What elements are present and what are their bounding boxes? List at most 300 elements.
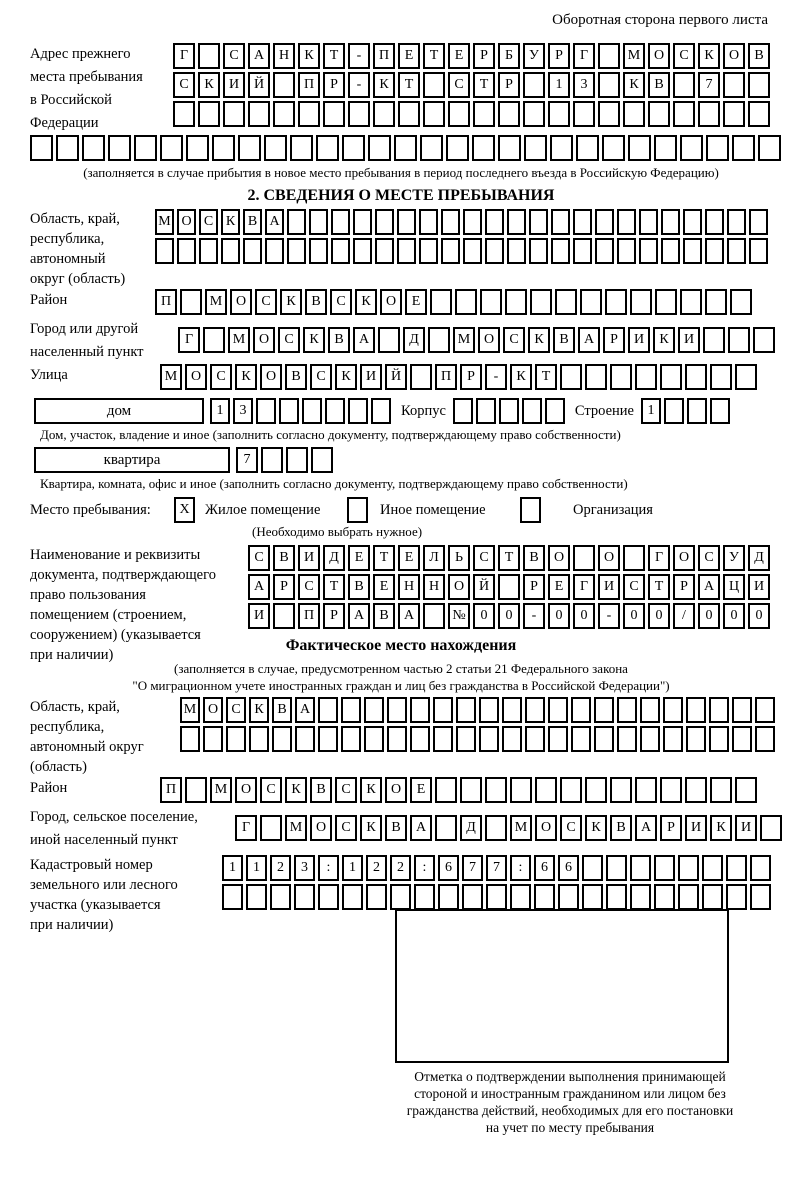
char-box: [410, 364, 432, 390]
kadastr-label-line: Кадастровый номер: [30, 857, 153, 873]
char-box: Р: [323, 603, 345, 629]
char-box: Г: [573, 574, 595, 600]
char-box: [311, 447, 333, 473]
char-box: [617, 726, 637, 752]
gorod-2-row: [178, 327, 778, 353]
char-box: С: [310, 364, 332, 390]
char-box: [522, 398, 542, 424]
char-box: [309, 209, 328, 235]
char-box: Й: [248, 72, 270, 98]
char-box: [730, 289, 752, 315]
char-box: [726, 855, 747, 881]
char-box: Л: [423, 545, 445, 571]
char-box: [155, 238, 174, 264]
char-box: :: [414, 855, 435, 881]
char-box: [246, 884, 267, 910]
char-box: С: [223, 43, 245, 69]
char-box: [368, 135, 391, 161]
char-box: [342, 135, 365, 161]
field-ulitsa: [30, 364, 772, 393]
char-box: [373, 101, 395, 127]
document-label: [30, 545, 248, 665]
char-box: [660, 364, 682, 390]
char-box: [364, 726, 384, 752]
char-box: К: [528, 327, 550, 353]
stroenie-cells: [641, 398, 733, 424]
oblast-3-rows: [180, 697, 778, 755]
gorod-2-label-line: населенный пункт: [30, 344, 144, 360]
char-box: [441, 209, 460, 235]
char-box: Й: [385, 364, 407, 390]
page-header-note: Оборотная сторона первого листа: [552, 12, 768, 28]
char-box: П: [155, 289, 177, 315]
char-box: [648, 101, 670, 127]
char-box: [298, 101, 320, 127]
char-box: [248, 101, 270, 127]
char-box: А: [265, 209, 284, 235]
char-box: [433, 726, 453, 752]
char-box: [279, 398, 299, 424]
char-box: Г: [235, 815, 257, 841]
char-box: 7: [236, 447, 258, 473]
char-box: [394, 135, 417, 161]
char-box: Б: [498, 43, 520, 69]
char-box: Р: [498, 72, 520, 98]
char-box: С: [335, 777, 357, 803]
char-box: А: [698, 574, 720, 600]
char-box: [364, 697, 384, 723]
char-box: [499, 398, 519, 424]
char-box: [486, 884, 507, 910]
field-oblast-3: [30, 697, 772, 777]
char-box: С: [255, 289, 277, 315]
char-box: [594, 697, 614, 723]
char-box: [348, 398, 368, 424]
char-box: [529, 238, 548, 264]
char-box: [318, 884, 339, 910]
char-box: В: [385, 815, 407, 841]
section3-note-2: "О миграционном учете иностранных граждан и лиц без гражданства в Российской Федерации"): [132, 678, 670, 693]
char-box: С: [278, 327, 300, 353]
char-box: [430, 289, 452, 315]
char-box: [640, 726, 660, 752]
char-box: [448, 101, 470, 127]
char-box: [485, 238, 504, 264]
char-box: [353, 209, 372, 235]
char-box: [610, 364, 632, 390]
char-box: [545, 398, 565, 424]
char-box: 0: [723, 603, 745, 629]
field-prev-address: [30, 43, 772, 135]
char-box: 2: [366, 855, 387, 881]
char-box: П: [373, 43, 395, 69]
char-box: [753, 327, 775, 353]
char-box: В: [243, 209, 262, 235]
char-box: [678, 884, 699, 910]
char-box: К: [198, 72, 220, 98]
document-row-3: [248, 603, 773, 629]
char-box: [709, 697, 729, 723]
char-box: [341, 726, 361, 752]
char-box: [660, 777, 682, 803]
char-box: [387, 697, 407, 723]
char-box: У: [523, 43, 545, 69]
char-box: [270, 884, 291, 910]
char-box: [414, 884, 435, 910]
char-box: [573, 101, 595, 127]
char-box: [654, 855, 675, 881]
prev-address-row-4: [30, 135, 772, 161]
char-box: А: [410, 815, 432, 841]
char-box: -: [348, 72, 370, 98]
char-box: [456, 697, 476, 723]
field-rayon-3: [30, 777, 772, 806]
char-box: [510, 884, 531, 910]
char-box: [387, 726, 407, 752]
char-box: [735, 777, 757, 803]
gorod-3-label-line: иной населенный пункт: [30, 832, 178, 848]
char-box: [706, 135, 729, 161]
document-row-1: [248, 545, 773, 571]
char-box: 1: [342, 855, 363, 881]
char-box: О: [253, 327, 275, 353]
char-box: [548, 697, 568, 723]
char-box: [582, 855, 603, 881]
char-box: [353, 238, 372, 264]
prev-address-label-line: места пребывания: [30, 69, 143, 85]
char-box: И: [298, 545, 320, 571]
char-box: [558, 884, 579, 910]
char-box: О: [535, 815, 557, 841]
char-box: Р: [548, 43, 570, 69]
char-box: [573, 209, 592, 235]
char-box: [180, 289, 202, 315]
char-box: [507, 238, 526, 264]
char-box: /: [673, 603, 695, 629]
char-box: [423, 603, 445, 629]
char-box: [243, 238, 262, 264]
char-box: К: [623, 72, 645, 98]
gorod-3-label-line: Город, сельское поселение,: [30, 809, 198, 825]
char-box: 1: [641, 398, 661, 424]
document-row-2: [248, 574, 773, 600]
char-box: 0: [748, 603, 770, 629]
char-box: 3: [294, 855, 315, 881]
char-box: [260, 815, 282, 841]
char-box: Р: [603, 327, 625, 353]
char-box: Н: [423, 574, 445, 600]
char-box: [485, 815, 507, 841]
char-box: [462, 884, 483, 910]
char-box: [498, 574, 520, 600]
kadastr-row-2: [222, 884, 774, 910]
oblast-2-label-line: автономный: [30, 251, 106, 267]
char-box: И: [248, 603, 270, 629]
char-box: 7: [462, 855, 483, 881]
char-box: [294, 884, 315, 910]
stamp-caption-line: на учет по месту пребывания: [485, 1120, 655, 1135]
char-box: К: [360, 777, 382, 803]
char-box: А: [398, 603, 420, 629]
char-box: К: [355, 289, 377, 315]
char-box: [419, 238, 438, 264]
mesto-label: Место пребывания:: [30, 502, 151, 518]
char-box: О: [385, 777, 407, 803]
char-box: Т: [648, 574, 670, 600]
char-box: Р: [523, 574, 545, 600]
field-kvartira: [30, 447, 772, 473]
oblast-3-row-1: [180, 697, 778, 723]
char-box: С: [698, 545, 720, 571]
char-box: В: [272, 697, 292, 723]
char-box: С: [560, 815, 582, 841]
char-box: [316, 135, 339, 161]
char-box: И: [678, 327, 700, 353]
char-box: Н: [273, 43, 295, 69]
kadastr-label-line: земельного или лесного: [30, 877, 178, 893]
char-box: [585, 777, 607, 803]
char-box: [683, 238, 702, 264]
char-box: Р: [673, 574, 695, 600]
char-box: [318, 726, 338, 752]
char-box: [639, 209, 658, 235]
char-box: [726, 884, 747, 910]
char-box: [710, 777, 732, 803]
char-box: В: [523, 545, 545, 571]
char-box: М: [160, 364, 182, 390]
field-rayon-2: [30, 289, 772, 318]
char-box: М: [205, 289, 227, 315]
char-box: С: [673, 43, 695, 69]
char-box: М: [210, 777, 232, 803]
char-box: К: [285, 777, 307, 803]
char-box: [709, 726, 729, 752]
char-box: [548, 101, 570, 127]
section2-title: 2. СВЕДЕНИЯ О МЕСТЕ ПРЕБЫВАНИЯ: [247, 187, 555, 204]
char-box: [635, 364, 657, 390]
char-box: [375, 238, 394, 264]
char-box: Ь: [448, 545, 470, 571]
stamp-box: [395, 909, 729, 1063]
char-box: 3: [233, 398, 253, 424]
char-box: [551, 238, 570, 264]
char-box: О: [673, 545, 695, 571]
char-box: [630, 884, 651, 910]
char-box: [397, 209, 416, 235]
char-box: А: [348, 603, 370, 629]
char-box: [661, 209, 680, 235]
char-box: [256, 398, 276, 424]
mesto-note: (Необходимо выбрать нужное): [252, 524, 423, 539]
char-box: [698, 101, 720, 127]
char-box: [610, 777, 632, 803]
char-box: [580, 289, 602, 315]
char-box: [661, 238, 680, 264]
char-box: К: [360, 815, 382, 841]
char-box: [198, 101, 220, 127]
kvartira-widebox: квартира: [34, 447, 230, 473]
char-box: [758, 135, 781, 161]
oblast-2-label-line: республика,: [30, 231, 105, 247]
char-box: [341, 697, 361, 723]
oblast-2-label-line: округ (область): [30, 271, 126, 287]
char-box: [663, 697, 683, 723]
char-box: [428, 327, 450, 353]
char-box: [302, 398, 322, 424]
char-box: [456, 726, 476, 752]
char-box: А: [578, 327, 600, 353]
char-box: [398, 101, 420, 127]
char-box: [585, 364, 607, 390]
char-box: Т: [323, 574, 345, 600]
char-box: [423, 101, 445, 127]
char-box: [435, 815, 457, 841]
char-box: С: [226, 697, 246, 723]
ulitsa-row: [160, 364, 760, 390]
char-box: 1: [246, 855, 267, 881]
char-box: [290, 135, 313, 161]
char-box: [680, 289, 702, 315]
char-box: Е: [398, 545, 420, 571]
char-box: С: [335, 815, 357, 841]
oblast-3-label: [30, 697, 180, 777]
char-box: [710, 364, 732, 390]
char-box: 0: [573, 603, 595, 629]
char-box: [595, 209, 614, 235]
document-label-line: документа, подтверждающего: [30, 567, 216, 583]
char-box: [640, 697, 660, 723]
char-box: Д: [323, 545, 345, 571]
document-label-line: Наименование и реквизиты: [30, 547, 201, 563]
char-box: К: [335, 364, 357, 390]
stroenie-label: Строение: [574, 403, 634, 419]
char-box: :: [318, 855, 339, 881]
char-box: О: [230, 289, 252, 315]
char-box: Г: [178, 327, 200, 353]
char-box: [185, 777, 207, 803]
char-box: [617, 697, 637, 723]
char-box: [523, 72, 545, 98]
char-box: [655, 289, 677, 315]
char-box: [273, 72, 295, 98]
char-box: [735, 364, 757, 390]
char-box: [460, 777, 482, 803]
char-box: [272, 726, 292, 752]
char-box: Г: [173, 43, 195, 69]
char-box: В: [285, 364, 307, 390]
char-box: [673, 101, 695, 127]
char-box: К: [698, 43, 720, 69]
prev-address-row-1: [173, 43, 773, 69]
char-box: О: [310, 815, 332, 841]
char-box: С: [503, 327, 525, 353]
char-box: [606, 884, 627, 910]
char-box: [378, 327, 400, 353]
ulitsa-label: Улица: [30, 367, 68, 383]
char-box: А: [353, 327, 375, 353]
char-box: [212, 135, 235, 161]
char-box: [485, 777, 507, 803]
char-box: Е: [405, 289, 427, 315]
char-box: [750, 884, 771, 910]
gorod-3-row: [235, 815, 785, 841]
char-box: [410, 726, 430, 752]
char-box: В: [748, 43, 770, 69]
char-box: [498, 101, 520, 127]
char-box: [463, 238, 482, 264]
char-box: Е: [398, 43, 420, 69]
char-box: О: [448, 574, 470, 600]
char-box: О: [380, 289, 402, 315]
char-box: [371, 398, 391, 424]
char-box: [705, 289, 727, 315]
char-box: [397, 238, 416, 264]
char-box: И: [748, 574, 770, 600]
char-box: [226, 726, 246, 752]
char-box: [264, 135, 287, 161]
stamp-caption-line: Отметка о подтверждении выполнения принимающей: [414, 1069, 726, 1084]
section3-title: Фактическое место нахождения: [285, 637, 517, 654]
char-box: [550, 135, 573, 161]
char-box: С: [260, 777, 282, 803]
char-box: [571, 697, 591, 723]
char-box: [375, 209, 394, 235]
char-box: [198, 43, 220, 69]
kvartira-note: Квартира, комната, офис и иное (заполнить согласно документу, подтверждающему право собственности): [40, 476, 628, 491]
char-box: [177, 238, 196, 264]
char-box: [723, 101, 745, 127]
char-box: [463, 209, 482, 235]
char-box: [728, 327, 750, 353]
char-box: И: [628, 327, 650, 353]
oblast-3-label-line: (область): [30, 759, 87, 775]
char-box: [419, 209, 438, 235]
char-box: [56, 135, 79, 161]
checkbox-org: [520, 497, 541, 523]
char-box: [523, 101, 545, 127]
document-label-line: при наличии): [30, 647, 114, 663]
gorod-2-label: [30, 318, 178, 364]
char-box: М: [155, 209, 174, 235]
char-box: [598, 101, 620, 127]
char-box: Т: [535, 364, 557, 390]
char-box: О: [177, 209, 196, 235]
char-box: И: [223, 72, 245, 98]
char-box: [502, 697, 522, 723]
char-box: [654, 135, 677, 161]
char-box: К: [710, 815, 732, 841]
field-gorod-3: [30, 806, 772, 852]
prev-address-rows: [173, 43, 773, 130]
stamp-caption-line: стороной и иностранным гражданином или лицом без: [414, 1086, 726, 1101]
char-box: С: [298, 574, 320, 600]
prev-address-row-3: [173, 101, 773, 127]
char-box: [683, 209, 702, 235]
char-box: [702, 884, 723, 910]
char-box: [732, 135, 755, 161]
dom-widebox: дом: [34, 398, 204, 424]
char-box: С: [199, 209, 218, 235]
char-box: [476, 398, 496, 424]
char-box: [680, 135, 703, 161]
field-dom: [30, 398, 772, 424]
char-box: И: [685, 815, 707, 841]
char-box: [485, 209, 504, 235]
char-box: [435, 777, 457, 803]
char-box: [687, 398, 707, 424]
oblast-2-label-line: Область, край,: [30, 211, 120, 227]
char-box: О: [598, 545, 620, 571]
